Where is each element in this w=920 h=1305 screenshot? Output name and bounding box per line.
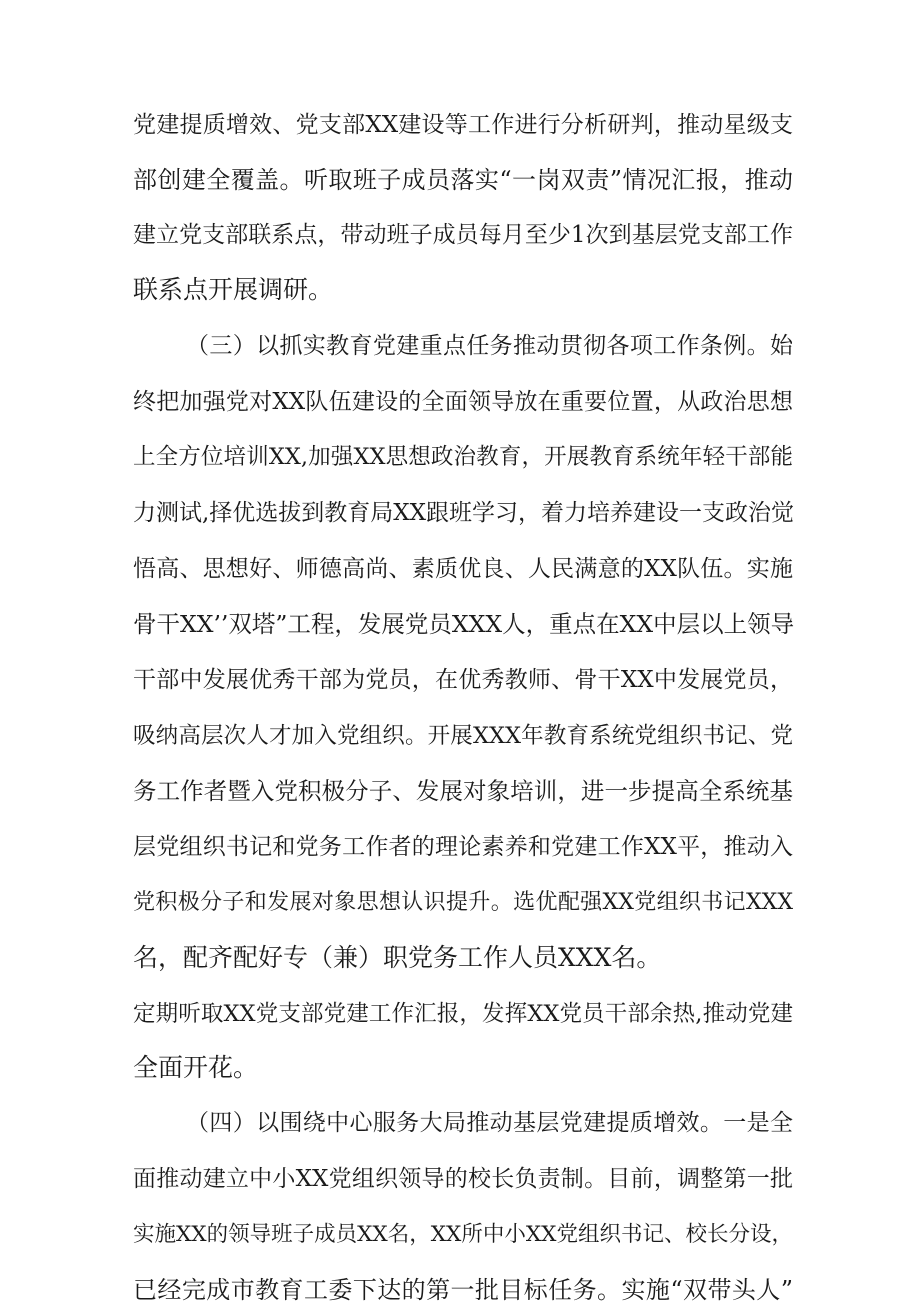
- text-line: 建立党支部联系点，带动班子成员每月至少1次到基层党支部工作: [133, 222, 793, 248]
- text-line: 部创建全覆盖。听取班子成员落实“一岗双责”情况汇报，推动: [133, 166, 793, 194]
- text-line: 务工作者暨入党积极分子、发展对象培训，进一步提高全系统基: [133, 777, 793, 805]
- text-line: 全面开花。: [133, 1053, 259, 1082]
- text-line: 党建提质增效、党支部XX建设等工作进行分析研判，推动星级支: [133, 112, 793, 138]
- text-line: 定期听取XX党支部党建工作汇报，发挥XX党员干部余热,推动党建: [133, 1001, 793, 1027]
- text-line: 面推动建立中小XX党组织领导的校长负责制。目前，调整第一批: [133, 1166, 793, 1192]
- text-line: 联系点开展调研。: [133, 275, 334, 304]
- text-line: 骨干XX’’双塔”工程，发展党员XXX人，重点在XX中层以上领导: [133, 610, 795, 638]
- text-line: 上全方位培训XX,加强XX思想政治教育，开展教育系统年轻干部能: [133, 444, 793, 470]
- text-line: 力测试,择优选拔到教育局XX跟班学习，着力培养建设一支政治觉: [133, 500, 795, 526]
- paragraph-first-line: （三）以抓实教育党建重点任务推动贯彻各项工作条例。始: [186, 333, 793, 359]
- text-line: 悟高、思想好、师德高尚、素质优良、人民满意的XX队伍。实施: [133, 556, 793, 582]
- text-line: 名，配齐配好专（兼）职党务工作人员XXX名。: [133, 943, 662, 972]
- paragraph-first-line: （四）以围绕中心服务大局推动基层党建提质增效。一是全: [186, 1110, 793, 1136]
- text-line: 党积极分子和发展对象思想认识提升。选优配强XX党组织书记XXX: [133, 890, 794, 915]
- text-line: 吸纳高层次人才加入党组织。开展XXX年教育系统党组织书记、党: [133, 723, 793, 749]
- text-line: 已经完成市教育工委下达的第一批目标任务。实施“双带头人”: [133, 1276, 793, 1304]
- text-line: 层党组织书记和党务工作者的理论素养和党建工作XX平，推动入: [133, 834, 793, 860]
- text-line: 终把加强党对XX队伍建设的全面领导放在重要位置，从政治思想: [133, 389, 793, 415]
- text-line: 干部中发展优秀干部为党员，在优秀教师、骨干XX中发展党员，: [133, 667, 793, 693]
- text-line: 实施XX的领导班子成员XX名，XX所中小XX党组织书记、校长分设，: [133, 1222, 793, 1247]
